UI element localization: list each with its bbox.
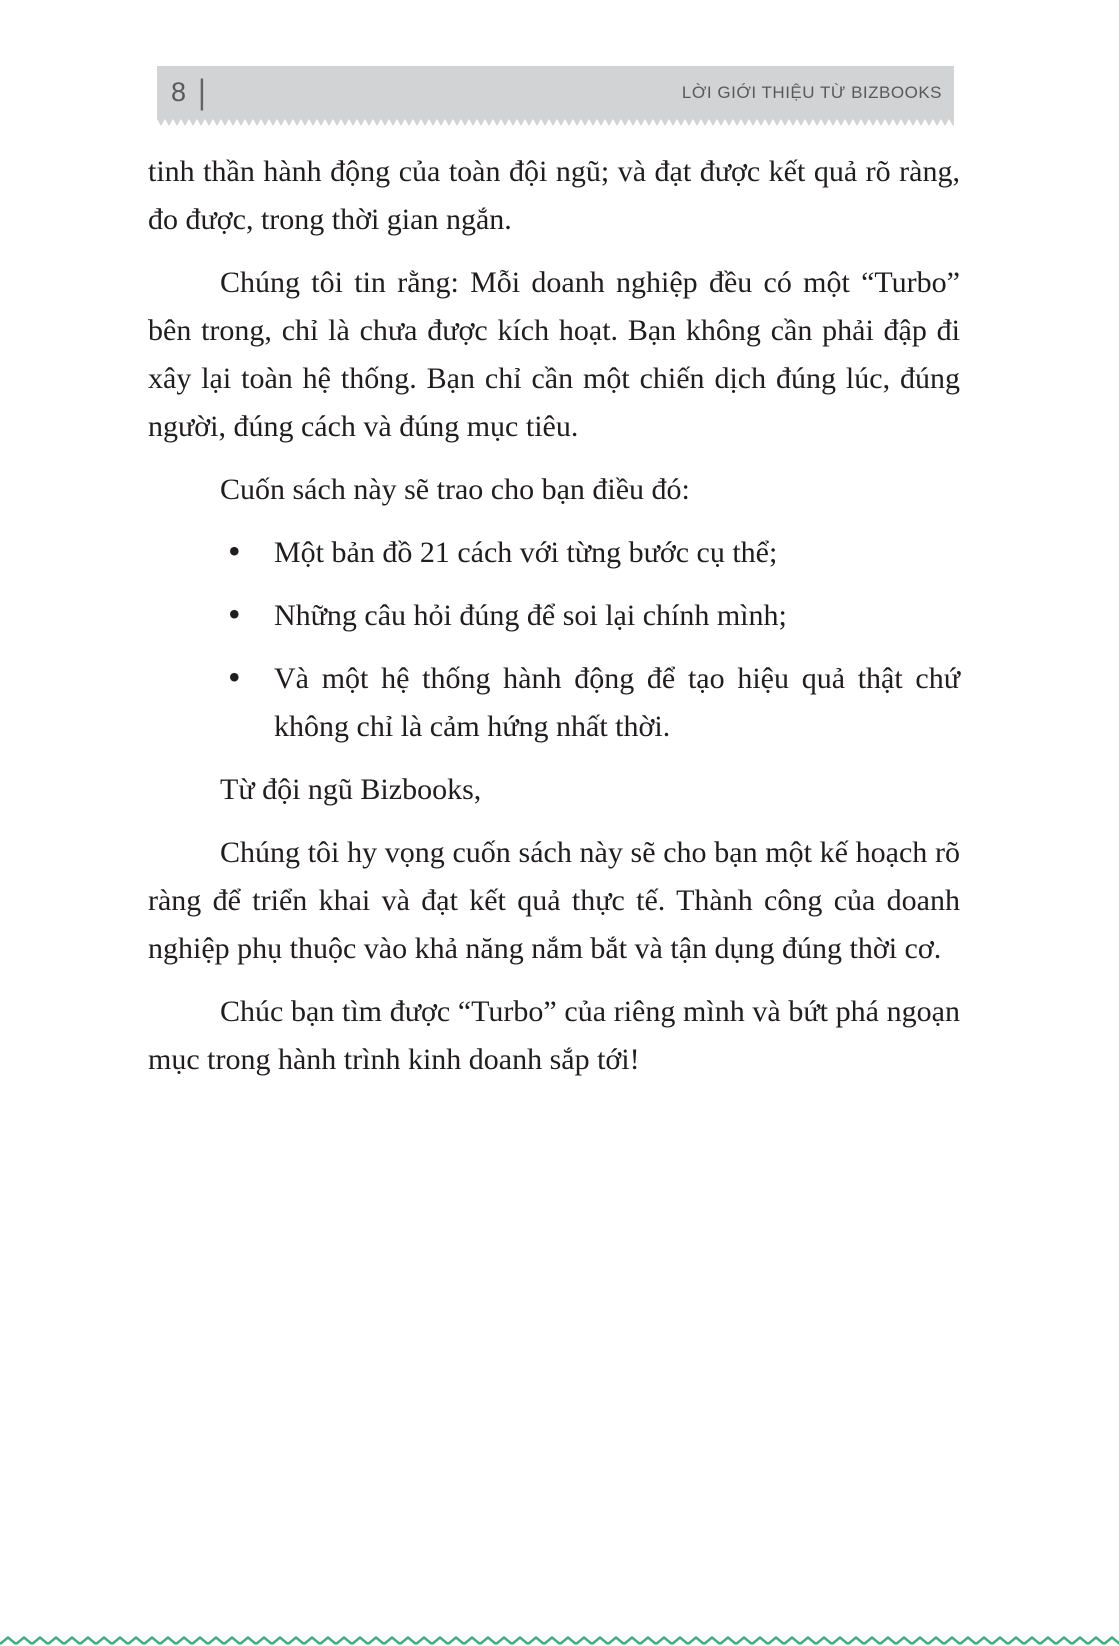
sawtooth-edge-icon	[157, 119, 954, 127]
bullet-text: Một bản đồ 21 cách với từng bước cụ thể;	[274, 536, 778, 569]
bullet-item	[148, 529, 960, 577]
paragraph-belief: Chúng tôi tin rằng: Mỗi doanh nghiệp đều có một “Turbo” bên trong, chỉ là chưa được kích hoạt. Bạn không cần phải đập đi xây lại toàn hệ thống. Bạn chỉ cần một chiến dịch đúng lúc, đúng người, đúng cách và đúng mục tiêu.	[148, 266, 960, 443]
page-body	[148, 148, 960, 1099]
paragraph-lead-in: Cuốn sách này sẽ trao cho bạn điều đó:	[220, 473, 690, 506]
bullet-text: Và một hệ thống hành động để tạo hiệu quả thật chứ không chỉ là cảm hứng nhất thời.	[274, 662, 960, 743]
bullet-item	[148, 655, 960, 751]
paragraph-hope: Chúng tôi hy vọng cuốn sách này sẽ cho bạn một kế hoạch rõ ràng để triển khai và đạt kết quả thực tế. Thành công của doanh nghiệp phụ thuộc vào khả năng nắm bắt và tận dụng đúng thời cơ.	[148, 836, 960, 965]
paragraph-wish: Chúc bạn tìm được “Turbo” của riêng mình và bứt phá ngoạn mục trong hành trình kinh doanh sắp tới!	[148, 995, 960, 1076]
bullet-marker-icon: •	[228, 657, 241, 697]
page-number: 8	[171, 77, 187, 107]
bullet-text: Những câu hỏi đúng để soi lại chính mình;	[274, 599, 787, 632]
paragraph-continuation: tinh thần hành động của toàn đội ngũ; và đạt được kết quả rõ ràng, đo được, trong thời gian ngắn.	[148, 155, 960, 236]
bullet-marker-icon: •	[228, 594, 241, 634]
bullet-list	[148, 529, 960, 751]
page-header-bar	[157, 66, 954, 119]
zigzag-divider-icon	[0, 1636, 1119, 1646]
paragraph-signoff: Từ đội ngũ Bizbooks,	[220, 773, 482, 806]
bullet-item	[148, 592, 960, 640]
running-title: LỜI GIỚI THIỆU TỪ BIZBOOKS	[681, 82, 942, 102]
page-number-group	[171, 72, 206, 111]
bullet-marker-icon: •	[228, 531, 241, 571]
page-number-divider: |	[198, 72, 206, 111]
